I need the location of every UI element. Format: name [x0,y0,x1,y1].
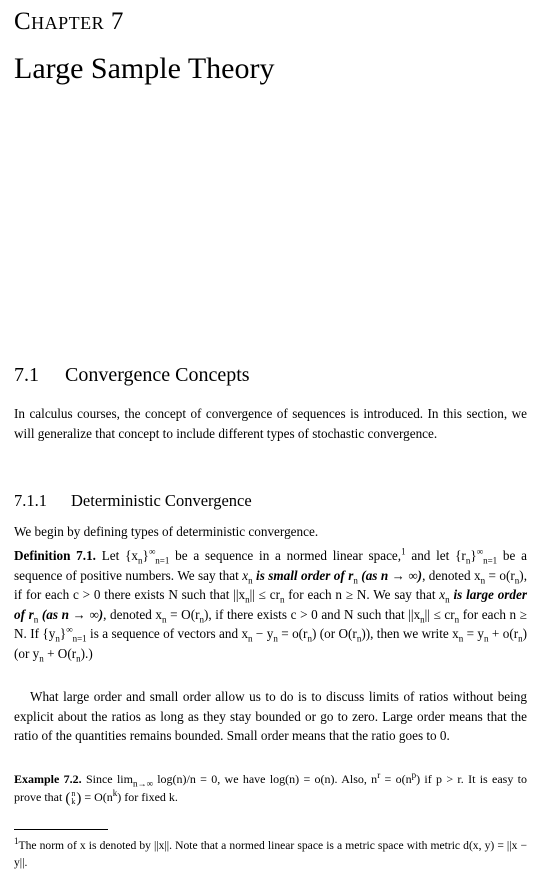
def-text: , denoted x [103,606,163,622]
def-text: ), if for each c > 0 there exists N such that ||x [14,567,527,603]
def-sub: n [307,634,312,645]
def-sub: n=1 [483,555,498,566]
subsection-heading [14,491,252,511]
subsection-title: Deterministic Convergence [71,491,252,510]
def-text: } [470,548,477,563]
def-sub: n [138,555,143,566]
definition-label: Definition 7.1. [14,548,96,563]
binom-open-paren: ( [65,790,71,807]
binom-close-paren: ) [76,790,82,807]
def-text: + O(r [43,645,77,661]
def-sub: n=1 [155,555,170,566]
def-text: for each n ≥ N. We say that [284,587,440,603]
def-sup: ∞ [476,546,484,557]
def-text: ).) [80,645,93,661]
def-sub: n [33,614,39,625]
def-sub: n [162,614,167,625]
def-text: Let {x [95,548,138,563]
ex-sup: p [411,770,417,780]
footnote-divider [14,829,108,830]
def-sub: n [39,653,44,664]
def-text: ) (or O(r [311,626,357,642]
def-text: , denoted x [422,567,481,583]
binom-top: n [71,789,76,799]
def-text: = o(r [485,567,515,583]
ex-text: ) if p > r. It is easy to prove that [14,772,528,804]
ex-sub: n→∞ [132,778,153,789]
footnote-mark[interactable]: 1 [401,546,406,557]
def-sub: n [245,594,250,605]
def-text: be a sequence of positive numbers. We say that [14,548,527,583]
discussion-paragraph: What large order and small order allow us to do is to discuss limits of ratios without being explicit about the ratios as long as they stay bounded or go to zero. Large order means that the ratio of the quantities remains bounded. Small order means that the ratio goes to 0. [14,689,527,744]
def-text: = O(r [166,606,200,622]
def-text: (as n → ∞) [357,567,423,583]
lead-paragraph: We begin by defining types of deterministic convergence. [14,524,319,539]
def-sub: n [484,634,489,645]
def-sup: ∞ [66,624,73,635]
binomial-coefficient [71,790,75,806]
ex-text: = O(n [81,790,113,804]
ex-sup: k [112,788,118,798]
def-text: } [142,548,149,563]
term-large-order: is large order of r [14,587,528,622]
footnote-number: 1 [14,836,19,847]
binom-bottom: k [71,797,76,807]
def-text: is a sequence of vectors and x [86,626,249,642]
def-text: || ≤ cr [424,606,455,622]
ex-text: ) for fixed k. [117,790,178,804]
def-text: ), if there exists c > 0 and N such that ||x [204,606,421,622]
def-text: x [439,587,446,603]
section-number: 7.1 [14,364,39,386]
def-sub: n [480,575,486,586]
term-small-order: is small order of r [252,567,354,583]
def-sub: n [454,614,460,625]
def-sub: n=1 [72,634,87,645]
def-text: )), then we write x [361,626,459,642]
ex-sup: r [377,770,381,780]
def-sub: n [199,614,204,625]
def-text: (as n → ∞) [38,606,104,622]
def-sub: n [518,634,523,645]
ex-text: log(n)/n = 0, we have log(n) = o(n). Also, n [152,772,378,786]
chapter-title: Large Sample Theory [14,52,275,85]
def-sub: n [273,634,278,645]
def-sub: n [465,555,471,566]
example-label: Example 7.2. [14,772,82,786]
chapter-label: Chapter 7 [14,8,124,35]
definition-paragraph [14,546,527,664]
def-sub: n [76,653,81,664]
section-title: Convergence Concepts [65,364,250,386]
def-sub: n [248,575,253,586]
def-sub: n [356,634,362,645]
def-text: x [242,567,249,583]
def-text: − y [252,626,274,642]
def-sub: n [279,594,285,605]
def-sub: n [353,575,358,586]
example-paragraph [14,770,527,807]
def-text: || ≤ cr [249,587,280,603]
ex-text: Since lim [81,772,133,786]
def-text: ) (or y [14,626,528,661]
def-text: + o(r [488,626,519,642]
def-text: be a sequence in a normed linear space, [169,548,402,563]
def-sub: n [514,575,520,586]
ex-text: = o(n [380,772,412,786]
subsection-number: 7.1.1 [14,491,47,510]
def-sub: n [445,594,450,605]
def-text: } [59,626,67,642]
footnote [14,837,527,871]
intro-paragraph: In calculus courses, the concept of convergence of sequences is introduced. In this section, we will generalize that concept to include different types of stochastic convergence. [14,406,527,441]
def-text: = o(r [277,626,308,642]
footnote-text: The norm of x is denoted by ||x||. Note that a normed linear space is a metric space with metric d(x, y) = ||x − y||. [14,839,527,869]
def-text: and let {r [405,548,466,563]
def-sub: n [458,634,464,645]
def-text: for each n ≥ N. If {y [14,606,527,642]
def-sup: ∞ [148,546,156,557]
def-sub: n [55,634,60,645]
def-sub: n [420,614,425,625]
section-heading [14,364,250,387]
def-text: = y [463,626,485,642]
def-sub: n [248,634,253,645]
